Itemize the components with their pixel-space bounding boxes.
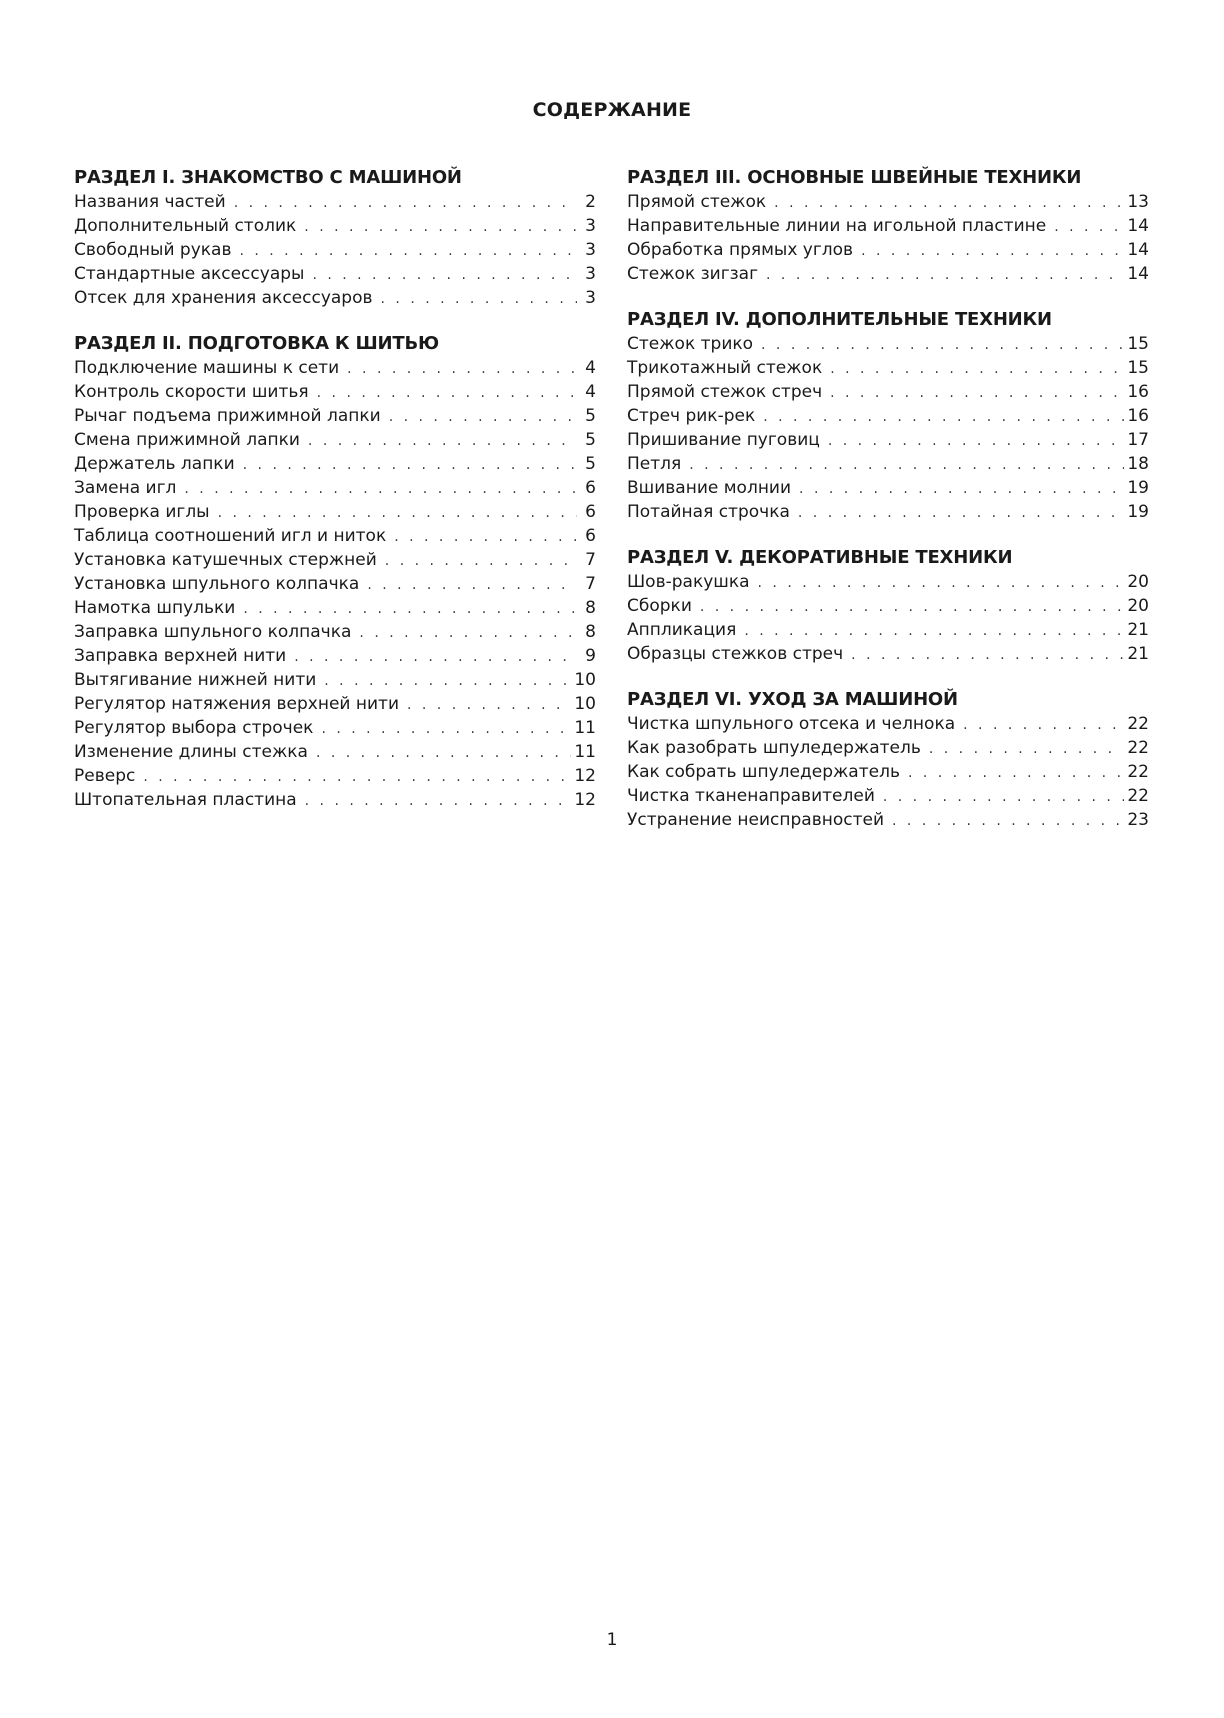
dot-leader	[218, 501, 577, 525]
toc-entry-label: Вшивание молнии	[627, 478, 792, 498]
toc-entry[interactable]	[74, 716, 596, 740]
toc-entry-page: 19	[1127, 502, 1149, 522]
toc-entry-label: Прямой стежок	[627, 192, 767, 212]
toc-entry-page: 3	[585, 240, 596, 260]
toc-entry-page: 5	[585, 406, 596, 426]
toc-section	[627, 546, 1149, 666]
toc-section	[627, 688, 1149, 832]
dot-leader	[963, 713, 1124, 737]
dot-leader	[689, 453, 1124, 477]
toc-entry[interactable]	[627, 452, 1149, 476]
dot-leader	[239, 239, 577, 263]
toc-entry-page: 19	[1127, 478, 1149, 498]
toc-entry-label: Рычаг подъема прижимной лапки	[74, 406, 381, 426]
toc-entry-page: 11	[574, 742, 596, 762]
toc-entry[interactable]	[74, 262, 596, 286]
toc-entry[interactable]	[74, 238, 596, 262]
toc-entry-page: 13	[1127, 192, 1149, 212]
toc-entry-page: 21	[1127, 644, 1149, 664]
toc-entry-label: Заправка верхней нити	[74, 646, 287, 666]
toc-entry[interactable]	[74, 668, 596, 692]
toc-entry-label: Потайная строчка	[627, 502, 790, 522]
dot-leader	[828, 429, 1125, 453]
section-title: РАЗДЕЛ II. ПОДГОТОВКА К ШИТЬЮ	[74, 333, 439, 354]
toc-entry[interactable]	[627, 784, 1149, 808]
toc-entry-label: Петля	[627, 454, 682, 474]
toc-entry[interactable]	[627, 190, 1149, 214]
dot-leader	[394, 525, 577, 549]
toc-entry-page: 8	[585, 598, 596, 618]
toc-entry-page: 7	[585, 550, 596, 570]
dot-leader	[381, 287, 577, 311]
toc-entry-label: Отсек для хранения аксессуаров	[74, 288, 373, 308]
dot-leader	[407, 693, 571, 717]
dot-leader	[305, 789, 572, 813]
dot-leader	[929, 737, 1124, 761]
toc-entry[interactable]	[627, 736, 1149, 760]
toc-entry-page: 6	[585, 478, 596, 498]
toc-entry-label: Изменение длины стежка	[74, 742, 308, 762]
toc-entry-page: 4	[585, 382, 596, 402]
toc-entry[interactable]	[74, 764, 596, 788]
toc-entry[interactable]	[74, 428, 596, 452]
dot-leader	[184, 477, 577, 501]
toc-entry-page: 20	[1127, 596, 1149, 616]
toc-entry-page: 14	[1127, 216, 1149, 236]
page-number: 1	[606, 1630, 618, 1650]
toc-entry-page: 14	[1127, 240, 1149, 260]
dot-leader	[883, 785, 1124, 809]
toc-entry[interactable]	[74, 740, 596, 764]
dot-leader	[758, 571, 1125, 595]
toc-entry-page: 3	[585, 216, 596, 236]
toc-entry-page: 17	[1127, 430, 1149, 450]
toc-entry[interactable]	[74, 190, 596, 214]
toc-entry-page: 23	[1127, 810, 1149, 830]
toc-entry-page: 7	[585, 574, 596, 594]
toc-entry-label: Направительные линии на игольной пластине	[627, 216, 1047, 236]
toc-entry-label: Как собрать шпуледержатель	[627, 762, 900, 782]
toc-entry-page: 12	[574, 766, 596, 786]
dot-leader	[321, 717, 571, 741]
toc-entry-label: Образцы стежков стреч	[627, 644, 844, 664]
dot-leader	[830, 357, 1124, 381]
toc-entry-page: 16	[1127, 382, 1149, 402]
toc-entry-label: Регулятор натяжения верхней нити	[74, 694, 399, 714]
dot-leader	[766, 263, 1124, 287]
toc-entry-label: Названия частей	[74, 192, 226, 212]
toc-entry-page: 3	[585, 264, 596, 284]
toc-column-right	[627, 166, 1149, 854]
toc-entry[interactable]	[74, 476, 596, 500]
dot-leader	[761, 333, 1124, 357]
toc-entry-label: Держатель лапки	[74, 454, 235, 474]
toc-entry-page: 20	[1127, 572, 1149, 592]
toc-entry-page: 22	[1127, 762, 1149, 782]
dot-leader	[1054, 215, 1124, 239]
section-title: РАЗДЕЛ VI. УХОД ЗА МАШИНОЙ	[627, 689, 958, 710]
toc-entry-label: Штопательная пластина	[74, 790, 297, 810]
toc-section	[74, 166, 596, 310]
dot-leader	[700, 595, 1124, 619]
toc-column-left	[74, 166, 596, 834]
toc-entry-label: Вытягивание нижней нити	[74, 670, 317, 690]
toc-entry[interactable]	[74, 524, 596, 548]
toc-entry-label: Чистка шпульного отсека и челнока	[627, 714, 956, 734]
toc-entry-page: 5	[585, 454, 596, 474]
toc-entry-page: 22	[1127, 738, 1149, 758]
toc-entry-page: 10	[574, 670, 596, 690]
dot-leader	[763, 405, 1124, 429]
toc-entry-page: 11	[574, 718, 596, 738]
toc-entry[interactable]	[74, 356, 596, 380]
toc-entry-page: 6	[585, 502, 596, 522]
toc-entry[interactable]	[627, 332, 1149, 356]
toc-entry[interactable]	[74, 500, 596, 524]
toc-section	[627, 166, 1149, 286]
dot-leader	[316, 741, 571, 765]
toc-entry[interactable]	[627, 238, 1149, 262]
toc-entry[interactable]	[74, 572, 596, 596]
toc-entry-label: Замена игл	[74, 478, 177, 498]
toc-entry-label: Устранение неисправностей	[627, 810, 885, 830]
toc-entry-page: 18	[1127, 454, 1149, 474]
dot-leader	[861, 239, 1124, 263]
dot-leader	[243, 453, 577, 477]
toc-entry-page: 15	[1127, 334, 1149, 354]
toc-entry-label: Дополнительный столик	[74, 216, 297, 236]
dot-leader	[347, 357, 577, 381]
dot-leader	[389, 405, 577, 429]
toc-entry[interactable]	[627, 500, 1149, 524]
toc-entry-page: 4	[585, 358, 596, 378]
dot-leader	[851, 643, 1124, 667]
toc-entry-label: Стандартные аксессуары	[74, 264, 305, 284]
dot-leader	[294, 645, 577, 669]
toc-entry-label: Как разобрать шпуледержатель	[627, 738, 921, 758]
toc-entry-label: Обработка прямых углов	[627, 240, 854, 260]
dot-leader	[324, 669, 571, 693]
toc-entry-page: 10	[574, 694, 596, 714]
toc-entry[interactable]	[627, 594, 1149, 618]
toc-entry[interactable]	[627, 570, 1149, 594]
toc-entry-page: 15	[1127, 358, 1149, 378]
toc-entry[interactable]	[627, 214, 1149, 238]
toc-section	[74, 332, 596, 812]
toc-entry-page: 2	[585, 192, 596, 212]
dot-leader	[830, 381, 1124, 405]
toc-entry-label: Регулятор выбора строчек	[74, 718, 314, 738]
toc-entry-page: 22	[1127, 786, 1149, 806]
toc-entry-page: 21	[1127, 620, 1149, 640]
toc-entry[interactable]	[627, 760, 1149, 784]
toc-entry-label: Заправка шпульного колпачка	[74, 622, 352, 642]
toc-entry[interactable]	[74, 548, 596, 572]
dot-leader	[359, 621, 577, 645]
toc-entry-label: Реверс	[74, 766, 136, 786]
dot-leader	[744, 619, 1124, 643]
page-title: СОДЕРЖАНИЕ	[532, 99, 692, 121]
toc-entry-page: 12	[574, 790, 596, 810]
toc-entry[interactable]	[627, 712, 1149, 736]
toc-entry-label: Таблица соотношений игл и ниток	[74, 526, 387, 546]
toc-entry-label: Установка катушечных стержней	[74, 550, 377, 570]
toc-entry-label: Намотка шпульки	[74, 598, 236, 618]
toc-entry-label: Установка шпульного колпачка	[74, 574, 360, 594]
toc-entry-label: Проверка иглы	[74, 502, 210, 522]
toc-entry-label: Сборки	[627, 596, 692, 616]
toc-entry[interactable]	[627, 808, 1149, 832]
toc-entry[interactable]	[74, 620, 596, 644]
toc-entry-label: Прямой стежок стреч	[627, 382, 823, 402]
toc-entry-page: 6	[585, 526, 596, 546]
toc-entry[interactable]	[627, 380, 1149, 404]
toc-entry-label: Пришивание пуговиц	[627, 430, 820, 450]
toc-entry-page: 5	[585, 430, 596, 450]
dot-leader	[799, 477, 1124, 501]
dot-leader	[308, 429, 577, 453]
toc-entry-label: Шов-ракушка	[627, 572, 750, 592]
toc-entry-label: Стреч рик-рек	[627, 406, 756, 426]
toc-entry[interactable]	[627, 356, 1149, 380]
toc-entry[interactable]	[627, 476, 1149, 500]
toc-entry-page: 3	[585, 288, 596, 308]
dot-leader	[798, 501, 1124, 525]
dot-leader	[367, 573, 577, 597]
toc-section	[627, 308, 1149, 524]
dot-leader	[243, 597, 577, 621]
toc-entry-label: Стежок трико	[627, 334, 754, 354]
toc-entry-page: 14	[1127, 264, 1149, 284]
toc-entry-page: 9	[585, 646, 596, 666]
dot-leader	[908, 761, 1124, 785]
dot-leader	[385, 549, 577, 573]
toc-entry[interactable]	[627, 404, 1149, 428]
toc-entry[interactable]	[74, 404, 596, 428]
toc-entry-label: Смена прижимной лапки	[74, 430, 300, 450]
dot-leader	[892, 809, 1124, 833]
toc-entry[interactable]	[74, 596, 596, 620]
toc-entry[interactable]	[74, 214, 596, 238]
toc-entry-page: 16	[1127, 406, 1149, 426]
toc-entry-label: Свободный рукав	[74, 240, 232, 260]
dot-leader	[312, 263, 577, 287]
toc-entry[interactable]	[74, 452, 596, 476]
toc-entry[interactable]	[627, 642, 1149, 666]
toc-entry[interactable]	[74, 788, 596, 812]
section-title: РАЗДЕЛ III. ОСНОВНЫЕ ШВЕЙНЫЕ ТЕХНИКИ	[627, 167, 1082, 188]
toc-entry[interactable]	[627, 262, 1149, 286]
toc-entry[interactable]	[74, 644, 596, 668]
section-title: РАЗДЕЛ V. ДЕКОРАТИВНЫЕ ТЕХНИКИ	[627, 547, 1013, 568]
section-title: РАЗДЕЛ IV. ДОПОЛНИТЕЛЬНЫЕ ТЕХНИКИ	[627, 309, 1052, 330]
toc-entry[interactable]	[627, 618, 1149, 642]
toc-entry[interactable]	[627, 428, 1149, 452]
toc-entry-page: 22	[1127, 714, 1149, 734]
toc-entry-label: Стежок зигзаг	[627, 264, 759, 284]
toc-entry-label: Чистка тканенаправителей	[627, 786, 875, 806]
toc-entry[interactable]	[74, 692, 596, 716]
dot-leader	[774, 191, 1124, 215]
toc-entry-label: Аппликация	[627, 620, 737, 640]
section-title: РАЗДЕЛ I. ЗНАКОМСТВО С МАШИНОЙ	[74, 167, 462, 188]
dot-leader	[317, 381, 577, 405]
toc-entry[interactable]	[74, 380, 596, 404]
toc-entry-label: Трикотажный стежок	[627, 358, 823, 378]
toc-entry[interactable]	[74, 286, 596, 310]
dot-leader	[304, 215, 577, 239]
toc-entry-page: 8	[585, 622, 596, 642]
dot-leader	[143, 765, 571, 789]
toc-entry-label: Подключение машины к сети	[74, 358, 340, 378]
toc-entry-label: Контроль скорости шитья	[74, 382, 309, 402]
dot-leader	[234, 191, 577, 215]
